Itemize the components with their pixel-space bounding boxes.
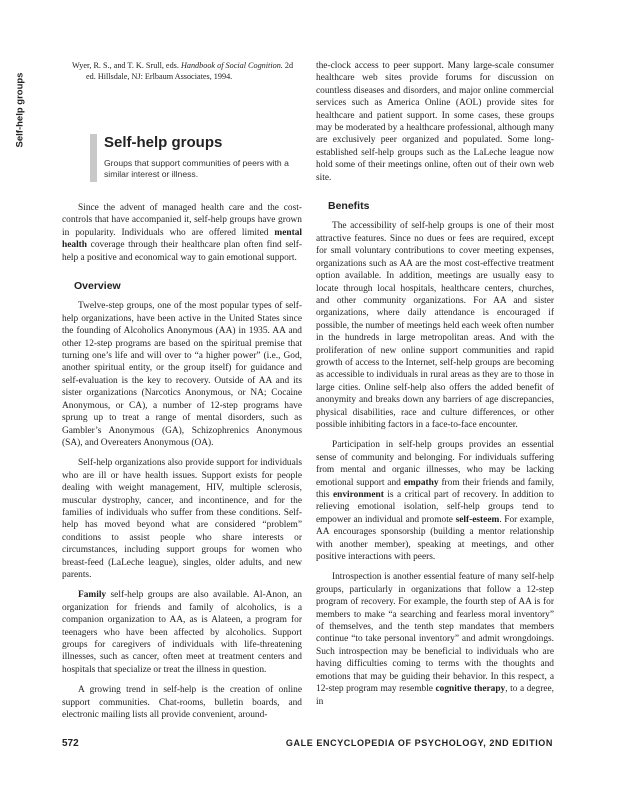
article-title-block [90,134,302,180]
benefits-p2-text-c: is a critical part of recovery. In addition to relieving emotional isolation, self-help groups tend to empower an individual and promote [316,490,554,525]
title-accent-bar [90,134,97,182]
intro-text-b: coverage through their healthcare plan often find self-help a positive and economical way to gain emotional support. [62,240,302,263]
left-column [62,60,302,729]
reference-text-after: 2d ed. Hillsdale, NJ: Erlbaum Associates, 1994. [86,61,294,81]
benefits-p2-text-d: . For example, AA encourages sponsorship (building a mentor relationship with another member), speaking at meetings, and other positive interactions with peers. [316,514,554,563]
intro-text-a: Since the advent of managed health care and the cost-controls that have accompanied it, self-help groups have grown in popularity. Individuals who are offered limited [62,203,302,238]
reference-entry [72,60,302,82]
continued-paragraph: the-clock access to peer support. Many large-scale consumer healthcare web sites provide forums for discussion on countless diseases and disorders, and major online commercial services such as America Online (AOL) provide sites for healthcare and patient support. In some cases, these groups may be moderated by a healthcare professional, although many are exclusively peer organized and populated. Some long-established self-help groups such as the LaLeche league now hold some of their meetings online, often out of their own web site. [316,61,554,183]
article-subtitle: Groups that support communities of peers with a similar interest or illness. [104,158,289,179]
benefits-p3-text-b: , to a degree, in [316,684,554,707]
overview-heading: Overview [74,280,121,293]
benefits-paragraph-3 [316,571,554,707]
term-family: Family [78,590,107,601]
running-footer-title: GALE ENCYCLOPEDIA OF PSYCHOLOGY, 2ND EDITION [285,738,553,748]
side-tab [12,60,28,160]
family-paragraph [62,589,302,676]
family-text: self-help groups are also available. Al-Anon, an organization for friends and family of alcoholics, is a companion organization to AA, as is Alateen, a program for teenagers who have been affected by alcoholics. Support groups for caregivers of individuals with life-threatening illnesses, such as cancer, often meet at treatment centers and hospitals that specialize or treat the illness in question. [62,590,302,675]
term-empathy: empathy [403,477,439,488]
reference-text-before: Wyer, R. S., and T. K. Srull, eds. [72,61,181,70]
overview-paragraph-2: Self-help organizations also provide support for individuals who are ill or have health issues. Support exists for people dealing with weight management, HIV, multiple sclerosis, muscular dystrophy, cancer, and incontinence, and for the families of individuals who suffer from these conditions. Self-help has moved beyond what are considered “problem” conditions to assist people who share interests or circumstances, including support groups for women who breast-feed (LaLeche league), singles, older adults, and new parents. [62,458,302,580]
benefits-p3-text-a: Introspection is another essential feature of many self-help groups, particularly in organizations that follow a 12-step program of recovery. For example, the fourth step of AA is for members to make “a searching and fearless moral inventory” of themselves, and the tenth step mandates that members continue “to take personal inventory” and admit wrongdoings. Such introspection may be beneficial to individuals who are having difficulties coming to terms with the thoughts and emotions that may be guiding their behavior. In this respect, a 12-step program may resemble [316,572,554,695]
benefits-paragraph-2 [316,439,554,563]
benefits-p2-text-a: Participation in self-help groups provides an essential sense of community and belonging. For individuals suffering from mental and organic illnesses, who may be lacking emotional support and [316,440,554,488]
term-mental-health: mental health [62,227,302,251]
reference-title: Handbook of Social Cognition. [180,61,283,70]
intro-paragraph [62,202,302,264]
term-self-esteem: self-esteem [455,514,500,525]
right-column [316,60,554,716]
benefits-heading: Benefits [328,200,370,213]
side-tab-label: Self-help groups [14,72,26,148]
overview-paragraph-1: Twelve-step groups, one of the most popular types of self-help organizations, have been active in the United States since the founding of Alcoholics Anonymous (AA) in 1935. AA and other 12-step programs are based on the spiritual premise that turning one’s life and will over to “a higher power” (i.e., God, another spiritual entity, or the group itself) for guidance and self-evaluation is the key to recovery. Outside of AA and its sister organizations (Narcotics Anonymous, or NA; Cocaine Anonymous, or CA), a number of 12-step programs have sprung up to treat a range of mental disorders, such as Gambler’s Anonymous (GA), Schizophrenics Anonymous (SA), and Overeaters Anonymous (OA). [62,301,302,448]
term-environment: environment [332,490,384,500]
trend-paragraph: A growing trend in self-help is the creation of online support communities. Chat-rooms, bulletin boards, and electronic mailing lists all provide convenient, around- [62,685,302,721]
benefits-paragraph-1: The accessibility of self-help groups is one of their most attractive features. Since no dues or fees are required, except for small voluntary contributions to cover meeting expenses, organizations such as AA are the most cost-effective treatment option available. In addition, meetings are usually easy to locate through local hospitals, healthcare centers, churches, and other community organizations. For AA and sister organizations, where daily attendance is encouraged if possible, the number of meetings held each week often number in the hundreds in large metropolitan areas. And with the proliferation of new online support communities and rapid growth of access to the Internet, self-help groups are becoming as accessible to individuals in rural areas as they are to those in large cities. Online self-help also offers the added benefit of anonymity and breaks down any barriers of age discrepancies, physical disabilities, race and culture differences, or other possible inhibiting factors in a face-to-face encounter. [316,221,554,430]
page-number: 572 [62,738,79,749]
term-cognitive-therapy: cognitive therapy [435,684,506,695]
benefits-p2-text-b: from their friends and family, this [316,477,554,500]
article-title: Self-help groups [104,134,223,151]
